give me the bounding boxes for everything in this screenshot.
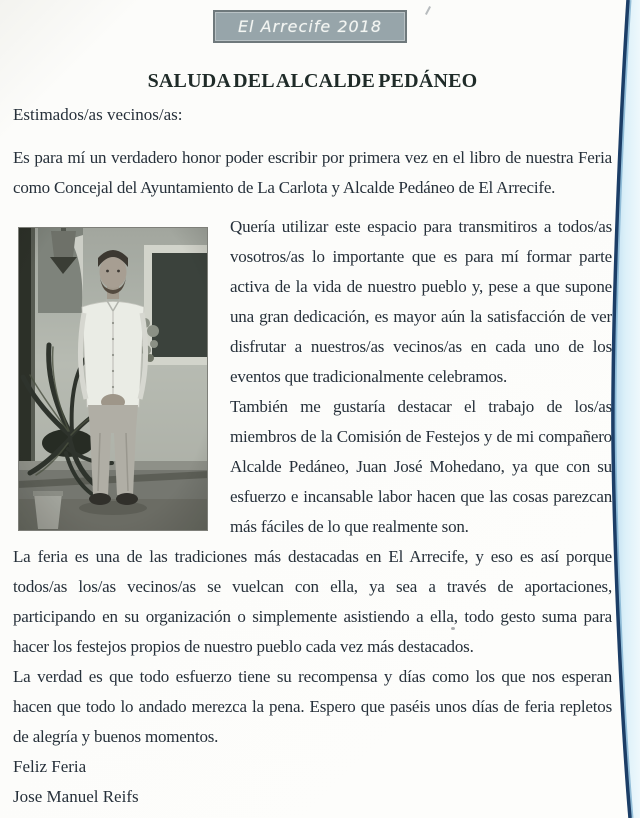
greeting-text: Estimados/as vecinos/as: xyxy=(13,105,183,124)
paragraph-recompensa: La verdad es que todo esfuerzo tiene su recompensa y días como los que nos esperan hacen que todo lo andado merezca la pena. Espero que paséis unos días de feria repletos de alegría y buenos momentos. xyxy=(13,667,612,746)
paragraph-space: Quería utilizar este espacio para transmitiros a todos/as vosotros/as lo importante que es para mí formar parte activa de la vida de nuestro pueblo y, pese a que supone una gran dedicación, es mayor aún la satisfacción de ver disfrutar a nuestros/as vecinos/as en cada uno de los eventos que tradicionalmente celebramos. xyxy=(230,217,612,386)
paragraph-comision: También me gustaría destacar el trabajo de los/as miembros de la Comisión de Festejos y de mi compañero Alcalde Pedáneo, Juan José Mohedano, ya que con su esfuerzo e incansable labor hacen que las cosas parezcan más fáciles de lo que realmente son. xyxy=(230,397,612,536)
paragraph-intro: Es para mí un verdadero honor poder escribir por primera vez en el libro de nuestra Feria como Concejal del Ayuntamiento de La Carlota y Alcalde Pedáneo de El Arrecife. xyxy=(13,148,612,197)
alcalde-photo xyxy=(18,227,208,531)
signature-closing: Feliz Feria xyxy=(13,757,87,776)
signature-name: Jose Manuel Reifs xyxy=(13,787,139,806)
scan-speck xyxy=(451,627,455,630)
banner-title: El Arrecife 2018 xyxy=(237,17,383,36)
paragraph-feria: La feria es una de las tradiciones más destacadas en El Arrecife, y eso es así porque todos/as los/as vecinos/as se vuelcan con ella, ya sea a través de aportaciones, participando en su organización o simplemente asistiendo a ella, todo gesto suma para hacer los festejos propios de nuestro pueblo cada vez más destacados. xyxy=(13,547,612,656)
page-title: SALUDA DEL ALCALDE PEDÁNEO xyxy=(147,70,478,92)
year-banner xyxy=(213,10,407,43)
alcalde-photo-image xyxy=(18,227,208,531)
